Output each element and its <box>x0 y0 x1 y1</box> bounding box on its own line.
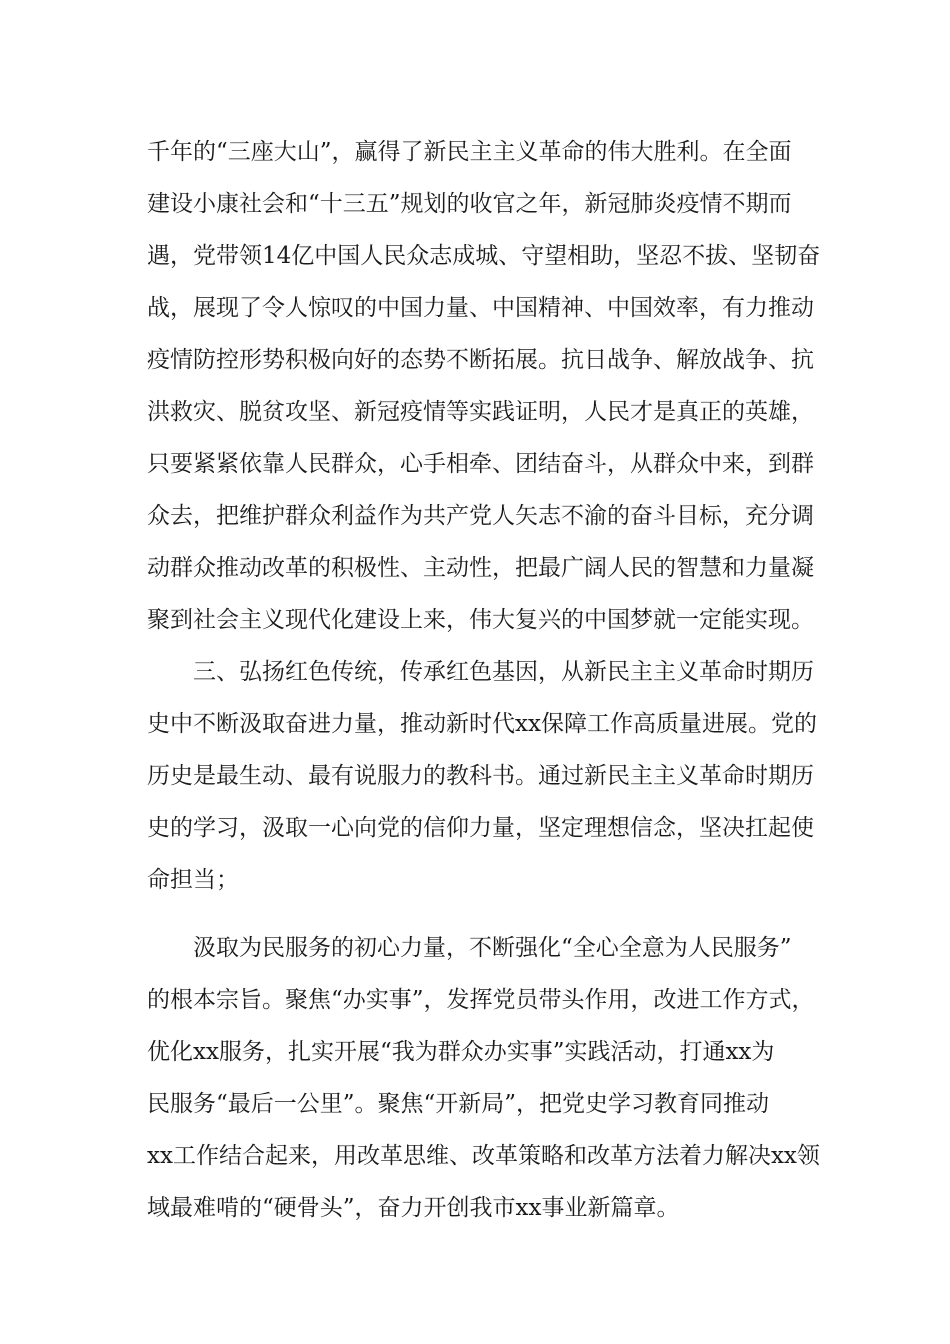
text-line: 三、弘扬红色传统，传承红色基因，从新民主主义革命时期历 <box>193 659 814 685</box>
text-line: 洪救灾、脱贫攻坚、新冠疫情等实践证明，人民才是真正的英雄， <box>147 399 814 425</box>
text-line: 汲取为民服务的初心力量，不断强化“全心全意为人民服务” <box>193 935 792 961</box>
text-line: 聚到社会主义现代化建设上来，伟大复兴的中国梦就一定能实现。 <box>147 607 814 633</box>
text-line: 众去，把维护群众利益作为共产党人矢志不渝的奋斗目标，充分调 <box>147 503 814 529</box>
text-line: 建设小康社会和“十三五”规划的收官之年，新冠肺炎疫情不期而 <box>147 191 792 217</box>
text-line: 千年的“三座大山”，赢得了新民主主义革命的伟大胜利。在全面 <box>147 139 792 165</box>
text-line: 只要紧紧依靠人民群众，心手相牵、团结奋斗，从群众中来，到群 <box>147 451 814 477</box>
text-line: 战，展现了令人惊叹的中国力量、中国精神、中国效率，有力推动 <box>147 295 814 321</box>
text-line: 域最难啃的“硬骨头”，奋力开创我市xx事业新篇章。 <box>147 1195 680 1221</box>
text-line: 动群众推动改革的积极性、主动性，把最广阔人民的智慧和力量凝 <box>147 555 814 581</box>
text-line: xx工作结合起来，用改革思维、改革策略和改革方法着力解决xx领 <box>147 1143 820 1169</box>
text-line: 史中不断汲取奋进力量，推动新时代xx保障工作高质量进展。党的 <box>147 711 817 737</box>
text-line: 历史是最生动、最有说服力的教科书。通过新民主主义革命时期历 <box>147 763 814 789</box>
text-line: 民服务“最后一公里”。聚焦“开新局”，把党史学习教育同推动 <box>147 1091 770 1117</box>
text-line: 命担当； <box>147 867 239 893</box>
text-line: 优化xx服务，扎实开展“我为群众办实事”实践活动，打通xx为 <box>147 1039 775 1065</box>
text-line: 史的学习，汲取一心向党的信仰力量，坚定理想信念，坚决扛起使 <box>147 815 814 841</box>
text-line: 的根本宗旨。聚焦“办实事”，发挥党员带头作用，改进工作方式， <box>147 987 815 1013</box>
text-line: 疫情防控形势积极向好的态势不断拓展。抗日战争、解放战争、抗 <box>147 347 814 373</box>
text-line: 遇，党带领14亿中国人民众志成城、守望相助，坚忍不拔、坚韧奋 <box>147 243 821 269</box>
